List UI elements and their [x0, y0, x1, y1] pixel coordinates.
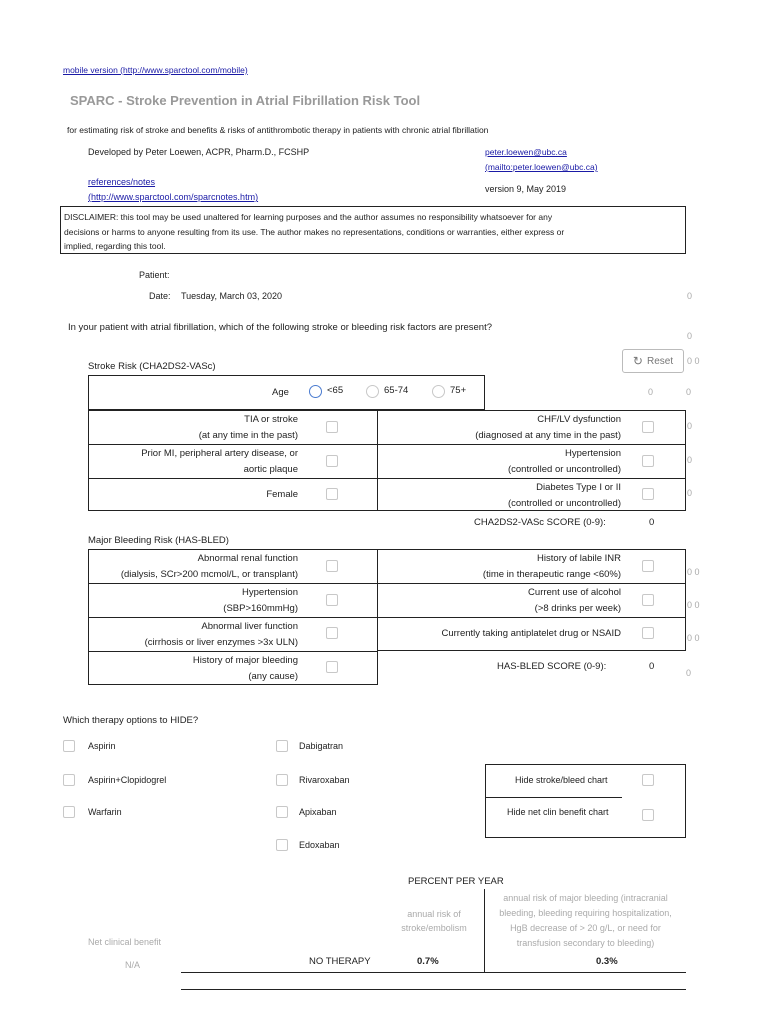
- references-url-link[interactable]: (http://www.sparctool.com/sparcnotes.htm): [88, 192, 259, 202]
- stroke-column-header: [386, 907, 482, 935]
- major-bleeding-label: [90, 653, 298, 685]
- disclaimer-line-1: DISCLAIMER: this tool may be used unaltered for learning purposes and the author assumes no responsibility whatsoever for any: [64, 212, 553, 222]
- mobile-version-link[interactable]: mobile version (http://www.sparctool.com/mobile): [63, 65, 248, 75]
- hide-stroke-chart-checkbox[interactable]: [642, 774, 654, 786]
- prior-mi-label-line-2: aortic plaque: [243, 464, 298, 475]
- references-link[interactable]: references/notes: [88, 177, 156, 187]
- antiplatelet-checkbox[interactable]: [642, 627, 654, 639]
- hide-edoxaban-label: Edoxaban: [299, 840, 340, 850]
- no-therapy-label: NO THERAPY: [309, 956, 371, 967]
- female-label: Female: [266, 489, 298, 500]
- side-value: 0: [687, 291, 693, 301]
- bleeding-column-header-line-1: annual risk of major bleeding (intracranial: [503, 893, 668, 903]
- bleed-hypertension-checkbox[interactable]: [326, 594, 338, 606]
- diabetes-checkbox[interactable]: [642, 488, 654, 500]
- disclaimer-line-3: implied, regarding this tool.: [64, 241, 166, 251]
- stroke-column-header-line-1: annual risk of: [407, 909, 461, 919]
- chf-label-line-2: (diagnosed at any time in the past): [475, 430, 621, 441]
- tia-label: [90, 412, 298, 444]
- hide-rivaroxaban-checkbox[interactable]: [276, 774, 288, 786]
- chf-label-line-1: CHF/LV dysfunction: [537, 414, 621, 425]
- cha2ds2-vasc-score-value: 0: [649, 517, 655, 528]
- version-label: version 9, May 2019: [485, 184, 567, 194]
- author-email-link[interactable]: peter.loewen@ubc.ca: [485, 147, 567, 157]
- bleeding-column-header: [485, 891, 686, 951]
- side-value: 0 0: [687, 356, 700, 366]
- bleeding-column-header-line-4: transfusion secondary to bleeding): [516, 938, 655, 948]
- stroke-risk-title: Stroke Risk (CHA2DS2-VASc): [88, 361, 216, 372]
- renal-label: [90, 551, 298, 583]
- disclaimer-line-2: decisions or harms to anyone resulting from its use. The author makes no representations, conditions or warranties, either express or: [64, 227, 565, 237]
- renal-checkbox[interactable]: [326, 560, 338, 572]
- hide-dabigatran-checkbox[interactable]: [276, 740, 288, 752]
- bleed-hypertension-label-line-2: (SBP>160mmHg): [223, 603, 298, 614]
- percent-per-year-header: PERCENT PER YEAR: [408, 876, 504, 887]
- hide-aspirin-checkbox[interactable]: [63, 740, 75, 752]
- age-option-label: <65: [327, 385, 344, 396]
- has-bled-score-label: HAS-BLED SCORE (0-9):: [497, 661, 607, 672]
- renal-label-line-1: Abnormal renal function: [197, 553, 298, 564]
- age-option-label: 75+: [450, 385, 467, 396]
- age-radio-65-74[interactable]: [366, 385, 379, 398]
- prior-mi-label-line-1: Prior MI, peripheral artery disease, or: [141, 448, 298, 459]
- labile-inr-label-line-1: History of labile INR: [537, 553, 621, 564]
- stroke-hypertension-label-line-2: (controlled or uncontrolled): [507, 464, 621, 475]
- hide-aspirin-clopidogrel-label: Aspirin+Clopidogrel: [88, 775, 167, 785]
- chf-checkbox[interactable]: [642, 421, 654, 433]
- side-value: 0: [686, 387, 692, 397]
- hide-edoxaban-checkbox[interactable]: [276, 839, 288, 851]
- labile-inr-checkbox[interactable]: [642, 560, 654, 572]
- side-value: 0: [686, 668, 692, 678]
- patient-label: Patient:: [139, 270, 170, 280]
- tia-checkbox[interactable]: [326, 421, 338, 433]
- renal-label-line-2: (dialysis, SCr>200 mcmol/L, or transplant): [120, 569, 298, 580]
- side-value: 0: [687, 488, 693, 498]
- stroke-hypertension-label: [400, 446, 621, 478]
- stroke-hypertension-label-line-1: Hypertension: [565, 448, 621, 459]
- major-bleeding-checkbox[interactable]: [326, 661, 338, 673]
- net-benefit-label: Net clinical benefit: [88, 937, 162, 947]
- author-mailto-link[interactable]: (mailto:peter.loewen@ubc.ca): [485, 162, 598, 172]
- hide-warfarin-checkbox[interactable]: [63, 806, 75, 818]
- developer-credit: Developed by Peter Loewen, ACPR, Pharm.D., FCSHP: [88, 147, 310, 157]
- hide-stroke-chart-label: Hide stroke/bleed chart: [515, 775, 608, 785]
- no-therapy-bleed-risk: 0.3%: [596, 956, 618, 967]
- risk-factor-question: In your patient with atrial fibrillation, which of the following stroke or bleeding risk factors are present?: [68, 322, 493, 333]
- labile-inr-label-line-2: (time in therapeutic range <60%): [482, 569, 621, 580]
- disclaimer-box: [60, 206, 686, 254]
- alcohol-label-line-2: (>8 drinks per week): [534, 603, 621, 614]
- alcohol-label-line-1: Current use of alcohol: [528, 587, 621, 598]
- side-value: 0 0: [687, 633, 700, 643]
- tia-label-line-1: TIA or stroke: [244, 414, 298, 425]
- hide-apixaban-label: Apixaban: [299, 807, 337, 817]
- hide-options-title: Which therapy options to HIDE?: [63, 715, 199, 726]
- no-therapy-stroke-risk: 0.7%: [417, 956, 439, 967]
- prior-mi-label: [90, 446, 298, 478]
- stroke-column-header-line-2: stroke/embolism: [401, 923, 467, 933]
- side-value: 0: [687, 455, 693, 465]
- liver-checkbox[interactable]: [326, 627, 338, 639]
- liver-label-line-1: Abnormal liver function: [201, 621, 298, 632]
- has-bled-score-value: 0: [649, 661, 655, 672]
- age-radio-under-65[interactable]: [309, 385, 322, 398]
- cha2ds2-vasc-score-label: CHA2DS2-VASc SCORE (0-9):: [474, 517, 606, 528]
- bleed-hypertension-label-line-1: Hypertension: [242, 587, 298, 598]
- refresh-icon: ↻: [632, 354, 643, 368]
- labile-inr-label: [400, 551, 621, 583]
- page-subtitle: for estimating risk of stroke and benefits & risks of antithrombotic therapy in patients with chronic atrial fibrillation: [67, 125, 489, 135]
- date-label: Date:: [149, 291, 171, 301]
- reset-label: Reset: [646, 355, 674, 367]
- stroke-hypertension-checkbox[interactable]: [642, 455, 654, 467]
- diabetes-label-line-1: Diabetes Type I or II: [536, 482, 621, 493]
- date-value: Tuesday, March 03, 2020: [181, 291, 283, 301]
- alcohol-label: [400, 585, 621, 617]
- tia-label-line-2: (at any time in the past): [198, 430, 298, 441]
- hide-net-chart-checkbox[interactable]: [642, 809, 654, 821]
- side-value: 0 0: [687, 600, 700, 610]
- hide-net-chart-label: Hide net clin benefit chart: [507, 807, 609, 817]
- hide-warfarin-label: Warfarin: [88, 807, 122, 817]
- side-value: 0: [687, 331, 693, 341]
- major-bleeding-label-line-2: (any cause): [248, 671, 298, 682]
- hide-dabigatran-label: Dabigatran: [299, 741, 344, 751]
- bleeding-column-header-line-2: bleeding, bleeding requiring hospitalization,: [499, 908, 672, 918]
- alcohol-checkbox[interactable]: [642, 594, 654, 606]
- liver-label: [90, 619, 298, 651]
- female-checkbox[interactable]: [326, 488, 338, 500]
- page-title: SPARC - Stroke Prevention in Atrial Fibrillation Risk Tool: [70, 93, 421, 108]
- net-benefit-value: N/A: [125, 960, 141, 970]
- liver-label-line-2: (cirrhosis or liver enzymes >3x ULN): [144, 637, 298, 648]
- bleed-hypertension-label: [90, 585, 298, 617]
- hide-aspirin-label: Aspirin: [88, 741, 116, 751]
- reset-button[interactable]: [622, 349, 684, 373]
- hide-aspirin-clopidogrel-checkbox[interactable]: [63, 774, 75, 786]
- bleeding-column-header-line-3: HgB decrease of > 20 g/L, or need for: [510, 923, 661, 933]
- age-option-label: 65-74: [384, 385, 409, 396]
- chf-label: [400, 412, 621, 444]
- side-value: 0: [687, 421, 693, 431]
- side-value: 0 0: [687, 567, 700, 577]
- hide-apixaban-checkbox[interactable]: [276, 806, 288, 818]
- side-value: 0: [648, 387, 654, 397]
- major-bleeding-label-line-1: History of major bleeding: [192, 655, 298, 666]
- diabetes-label: [400, 480, 621, 512]
- antiplatelet-label: Currently taking antiplatelet drug or NSAID: [441, 628, 621, 639]
- age-label: Age: [272, 387, 289, 398]
- age-radio-75-plus[interactable]: [432, 385, 445, 398]
- diabetes-label-line-2: (controlled or uncontrolled): [507, 498, 621, 509]
- bleeding-risk-title: Major Bleeding Risk (HAS-BLED): [88, 535, 229, 546]
- prior-mi-checkbox[interactable]: [326, 455, 338, 467]
- hide-rivaroxaban-label: Rivaroxaban: [299, 775, 350, 785]
